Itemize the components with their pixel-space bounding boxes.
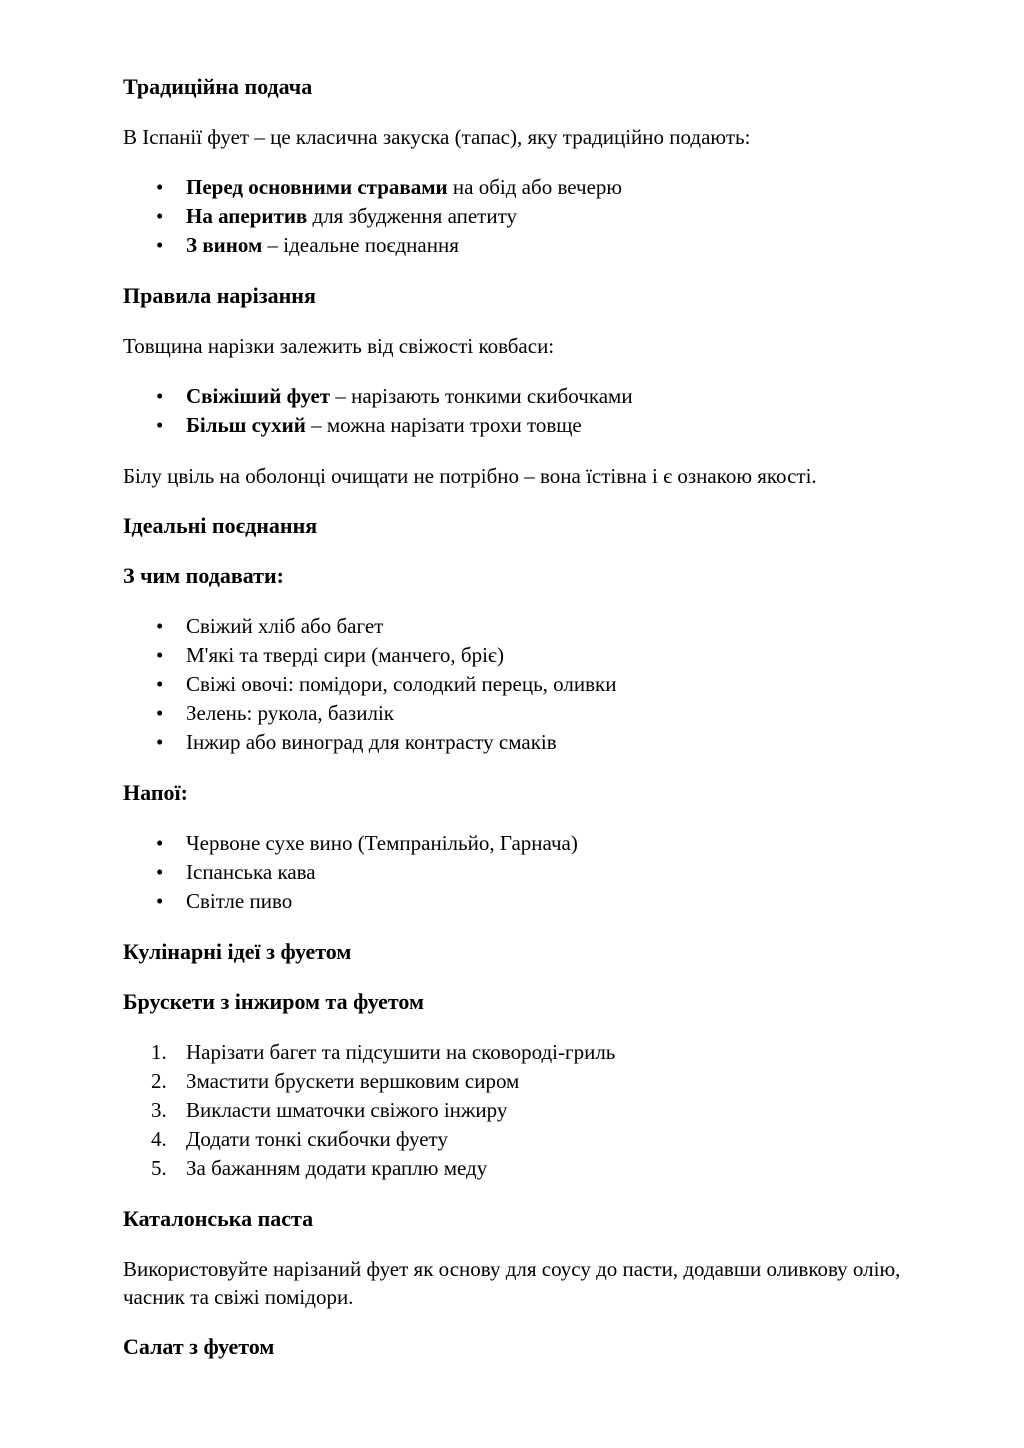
list-item [123,1096,924,1125]
list-item-text: За бажанням додати краплю меду [186,1156,488,1180]
list-item [123,887,924,916]
section-heading: Напої: [123,780,188,805]
list-item-bold-lead: Свіжіший фует [186,384,331,408]
list-item-bold-lead: З вином [186,233,263,257]
list-item-text: Свіжий хліб або багет [186,614,384,638]
section-heading: Каталонська паста [123,1206,314,1231]
list-item [123,173,924,202]
section-heading: З чим подавати: [123,563,284,588]
list-item-text: Інжир або виноград для контрасту смаків [186,730,557,754]
bullet-list [123,173,924,260]
list-item-text: Додати тонкі скибочки фуету [186,1127,448,1151]
list-item [123,382,924,411]
numbered-list [123,1038,924,1183]
list-item-text: Зелень: рукола, базилік [186,701,394,725]
list-item [123,1038,924,1067]
list-item-text: – нарізають тонкими скибочками [330,384,633,408]
bullet-list [123,829,924,916]
section-heading: Брускети з інжиром та фуетом [123,989,424,1014]
list-item-text: Викласти шматочки свіжого інжиру [186,1098,508,1122]
paragraph: Використовуйте нарізаний фует як основу для соусу до пасти, додавши оливкову олію, часник та свіжі помідори. [123,1257,901,1309]
list-item [123,829,924,858]
list-item [123,641,924,670]
bullet-list [123,382,924,440]
list-item-text: М'які та тверді сири (манчего, бріє) [186,643,504,667]
list-item-text: Змастити брускети вершковим сиром [186,1069,520,1093]
list-item-text: на обід або вечерю [447,175,623,199]
bullet-list [123,612,924,757]
list-item-text: Іспанська кава [186,860,316,884]
paragraph: В Іспанії фует – це класична закуска (тапас), яку традиційно подають: [123,125,751,149]
section-heading: Салат з фуетом [123,1334,275,1359]
section-heading: Ідеальні поєднання [123,513,318,538]
section-heading: Кулінарні ідеї з фуетом [123,939,352,964]
section-heading: Традиційна подача [123,74,313,99]
list-item [123,411,924,440]
list-item [123,1154,924,1183]
list-item [123,728,924,757]
list-item [123,202,924,231]
list-item [123,231,924,260]
section-heading: Правила нарізання [123,283,316,308]
list-item-bold-lead: Перед основними стравами [186,175,448,199]
list-item-text: Червоне сухе вино (Темпранільйо, Гарнача) [186,831,578,855]
list-item-text: – ідеальне поєднання [262,233,459,257]
list-item-text: – можна нарізати трохи товще [305,413,582,437]
list-item-text: Нарізати багет та підсушити на сковороді-гриль [186,1040,616,1064]
list-item-bold-lead: На аперитив [186,204,308,228]
list-item-text: для збудження апетиту [307,204,517,228]
document-content [123,73,924,1361]
list-item-text: Світле пиво [186,889,293,913]
list-item [123,858,924,887]
list-item [123,670,924,699]
list-item [123,699,924,728]
list-item-text: Свіжі овочі: помідори, солодкий перець, оливки [186,672,617,696]
paragraph: Білу цвіль на оболонці очищати не потрібно – вона їстівна і є ознакою якості. [123,464,817,488]
paragraph: Товщина нарізки залежить від свіжості ковбаси: [123,334,555,358]
list-item [123,612,924,641]
list-item [123,1125,924,1154]
list-item-bold-lead: Більш сухий [186,413,306,437]
list-item [123,1067,924,1096]
